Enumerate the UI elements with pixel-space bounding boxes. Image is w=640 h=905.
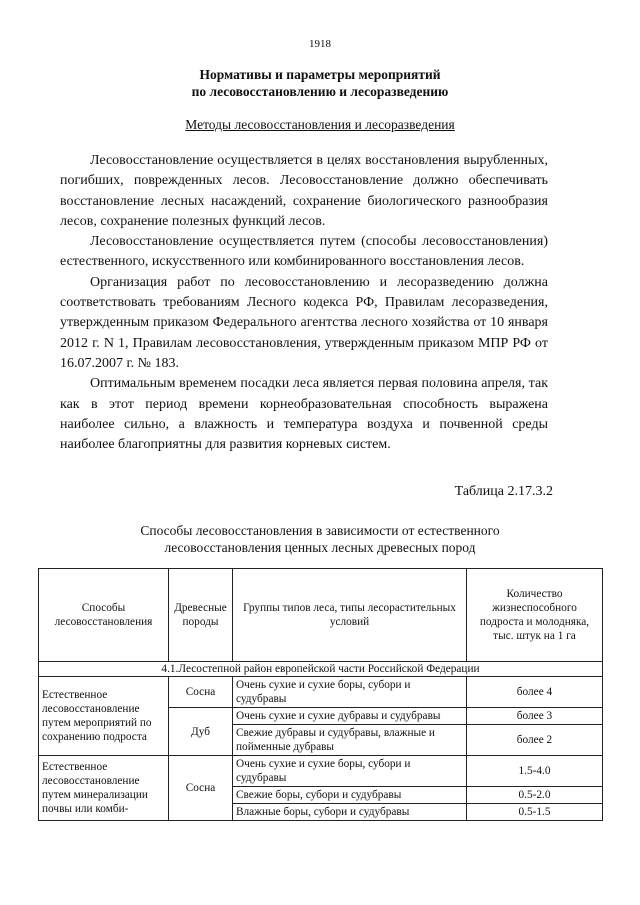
quantity-cell: 1.5-4.0	[467, 756, 603, 787]
forest-type-cell: Очень сухие и сухие дубравы и судубравы	[233, 708, 467, 725]
paragraph: Лесовосстановление осуществляется в целях восстановления вырубленных, погибших, поврежденных лесов. Лесовосстановление должно обеспечивать восстановление лесных насаждений, сохранение биологического разнообразия лесов, сохранение полезных функций лесов.	[60, 153, 548, 229]
table-caption-line-2: лесовосстановления ценных лесных древесных пород	[164, 540, 476, 555]
forest-type-cell: Очень сухие и сухие боры, субори и судубравы	[233, 756, 467, 787]
header-species: Древесные породы	[169, 569, 233, 662]
paragraph: Организация работ по лесовосстановлению и лесоразведению должна соответствовать требованиям Лесного кодекса РФ, Правилам лесоразведения, утвержденным приказом Федерального агентства лесного хозяйства от 10 января 2012 г. N 1, Правилам лесовосстановления, утвержденным приказом МПР РФ от 16.07.2007 г. № 183.	[60, 274, 548, 371]
method-cell: Естественное лесовосстановление путем минерализации почвы или комби-	[39, 756, 169, 821]
body-text	[60, 151, 548, 455]
header-method: Способы лесовосстановления	[39, 569, 169, 662]
quantity-cell: более 3	[467, 708, 603, 725]
section-heading-text: Методы лесовосстановления и лесоразведения	[185, 117, 455, 132]
forest-type-cell: Свежие боры, субори и судубравы	[233, 787, 467, 804]
table-caption-line-1: Способы лесовосстановления в зависимости от естественного	[140, 523, 500, 538]
method-cell: Естественное лесовосстановление путем мероприятий по сохранению подроста	[39, 677, 169, 756]
forest-type-cell: Влажные боры, субори и судубравы	[233, 804, 467, 821]
table-row	[39, 677, 603, 708]
main-title-line-2: по лесовосстановлению и лесоразведению	[191, 84, 449, 99]
page-number: 1918	[309, 38, 331, 50]
paragraph: Лесовосстановление осуществляется путем (способы лесовосстановления) естественного, искусственного или комбинированного восстановления лесов.	[60, 234, 548, 270]
forest-type-cell: Очень сухие и сухие боры, субори и судубравы	[233, 677, 467, 708]
header-forest-types: Группы типов леса, типы лесорастительных условий	[233, 569, 467, 662]
main-title-line-1: Нормативы и параметры мероприятий	[199, 67, 441, 82]
paragraph: Оптимальным временем посадки леса является первая половина апреля, так как в этот период времени корнеобразовательная способность выражена наиболее сильно, а влажность и температура воздуха и почвенной среды наиболее благоприятны для развития корневых систем.	[60, 376, 548, 453]
quantity-cell: 0.5-2.0	[467, 787, 603, 804]
region-row	[39, 662, 603, 677]
table-caption	[0, 522, 640, 556]
quantity-cell: более 2	[467, 725, 603, 756]
region-cell: 4.1.Лесостепной район европейской части Российской Федерации	[39, 662, 603, 677]
table-header-row	[39, 569, 603, 662]
species-cell: Сосна	[169, 756, 233, 821]
forest-type-cell: Свежие дубравы и судубравы, влажные и пойменные дубравы	[233, 725, 467, 756]
section-heading	[0, 116, 640, 133]
header-quantity: Количество жизнеспособного подроста и молодняка, тыс. штук на 1 га	[467, 569, 603, 662]
table-row	[39, 756, 603, 787]
species-cell: Сосна	[169, 677, 233, 708]
table-label: Таблица 2.17.3.2	[454, 484, 553, 499]
main-title	[0, 66, 640, 100]
species-cell: Дуб	[169, 708, 233, 756]
quantity-cell: 0.5-1.5	[467, 804, 603, 821]
data-table	[38, 568, 603, 821]
quantity-cell: более 4	[467, 677, 603, 708]
